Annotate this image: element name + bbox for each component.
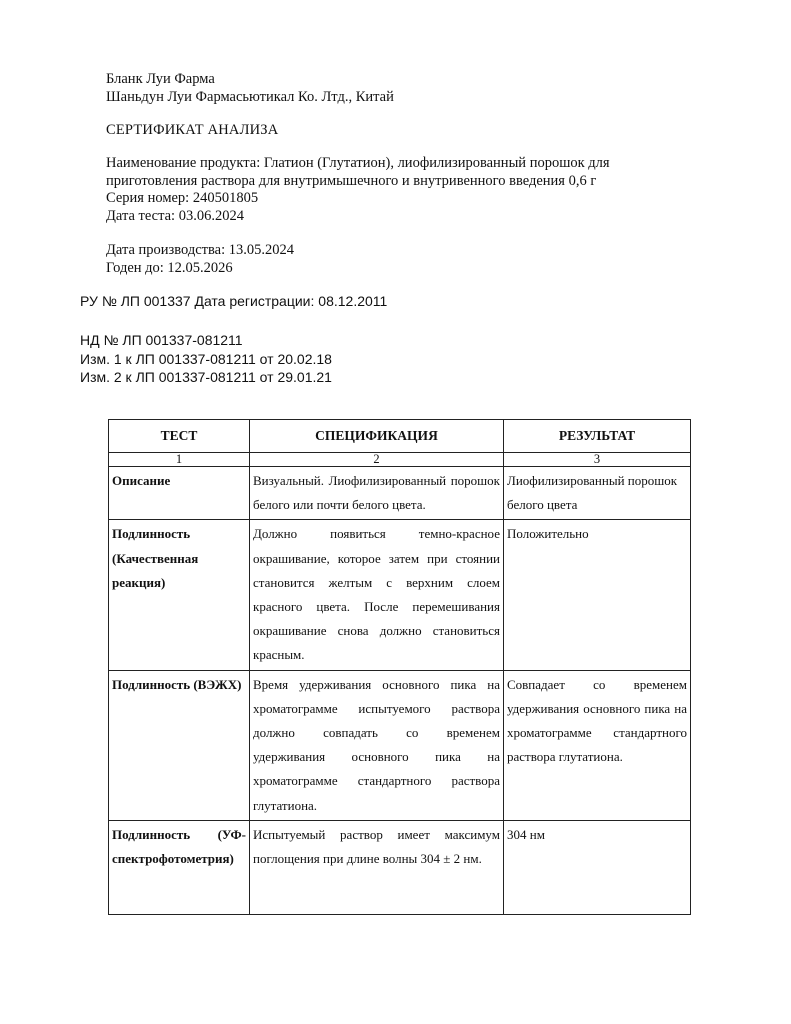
production-date: Дата производства: 13.05.2024 [106,242,294,258]
result-text: 304 нм [504,820,691,914]
batch-number: Серия номер: 240501805 [106,190,259,206]
normative-docs [80,331,332,387]
test-name: Подлинность (Качественная реакция) [109,520,250,670]
company-name: Бланк Луи Фарма [106,71,215,87]
result-text: Лиофилизированный порошок белого цвета [504,467,691,520]
product-dates [106,242,294,277]
analysis-table [108,419,691,915]
header-specification: СПЕЦИФИКАЦИЯ [250,420,504,453]
test-name: Подлинность (ВЭЖХ) [109,670,250,820]
specification-text: Должно появиться темно-красное окрашивание, которое затем при стоянии становится желтым с верхним слоем красного цвета. После перемешивания окрашивание снова должно становиться красным. [250,520,504,670]
header-result: РЕЗУЛЬТАТ [504,420,691,453]
result-text: Совпадает со временем удерживания основного пика на хроматограмме стандартного раствора глутатиона. [504,670,691,820]
table-row [109,467,691,520]
document-title: СЕРТИФИКАТ АНАЛИЗА [106,122,279,138]
table-header-row [109,420,691,453]
specification-text: Испытуемый раствор имеет максимум поглощения при длине волны 304 ± 2 нм. [250,820,504,914]
product-info [106,155,666,225]
specification-text: Визуальный. Лиофилизированный порошок белого или почти белого цвета. [250,467,504,520]
product-name-line1: Наименование продукта: Глатион (Глутатион), лиофилизированный порошок для [106,155,610,171]
test-date: Дата теста: 03.06.2024 [106,207,244,224]
table-row [109,670,691,820]
result-text: Положительно [504,520,691,670]
nd-amendment-2: Изм. 2 к ЛП 001337-081211 от 29.01.21 [80,369,332,385]
table-row [109,820,691,914]
header-test: ТЕСТ [109,420,250,453]
specification-text: Время удерживания основного пика на хроматограмме испытуемого раствора должно совпадать со временем удерживания основного пика на хроматограмме стандартного раствора глутатиона. [250,670,504,820]
column-number: 2 [250,453,504,467]
nd-number: НД № ЛП 001337-081211 [80,332,243,348]
table-row [109,520,691,670]
registration-line: РУ № ЛП 001337 Дата регистрации: 08.12.2011 [80,293,388,309]
test-name: Подлинность (УФ-спектрофотометрия) [109,820,250,914]
test-name: Описание [109,467,250,520]
column-number: 3 [504,453,691,467]
column-number-row [109,453,691,467]
column-number: 1 [109,453,250,467]
nd-amendment-1: Изм. 1 к ЛП 001337-081211 от 20.02.18 [80,350,332,367]
company-full-name: Шаньдун Луи Фармасьютикал Ко. Лтд., Китай [106,89,394,105]
expiry-date: Годен до: 12.05.2026 [106,259,233,276]
company-header [106,70,394,106]
product-name-line2: приготовления раствора для внутримышечного и внутривенного введения 0,6 г [106,172,597,189]
